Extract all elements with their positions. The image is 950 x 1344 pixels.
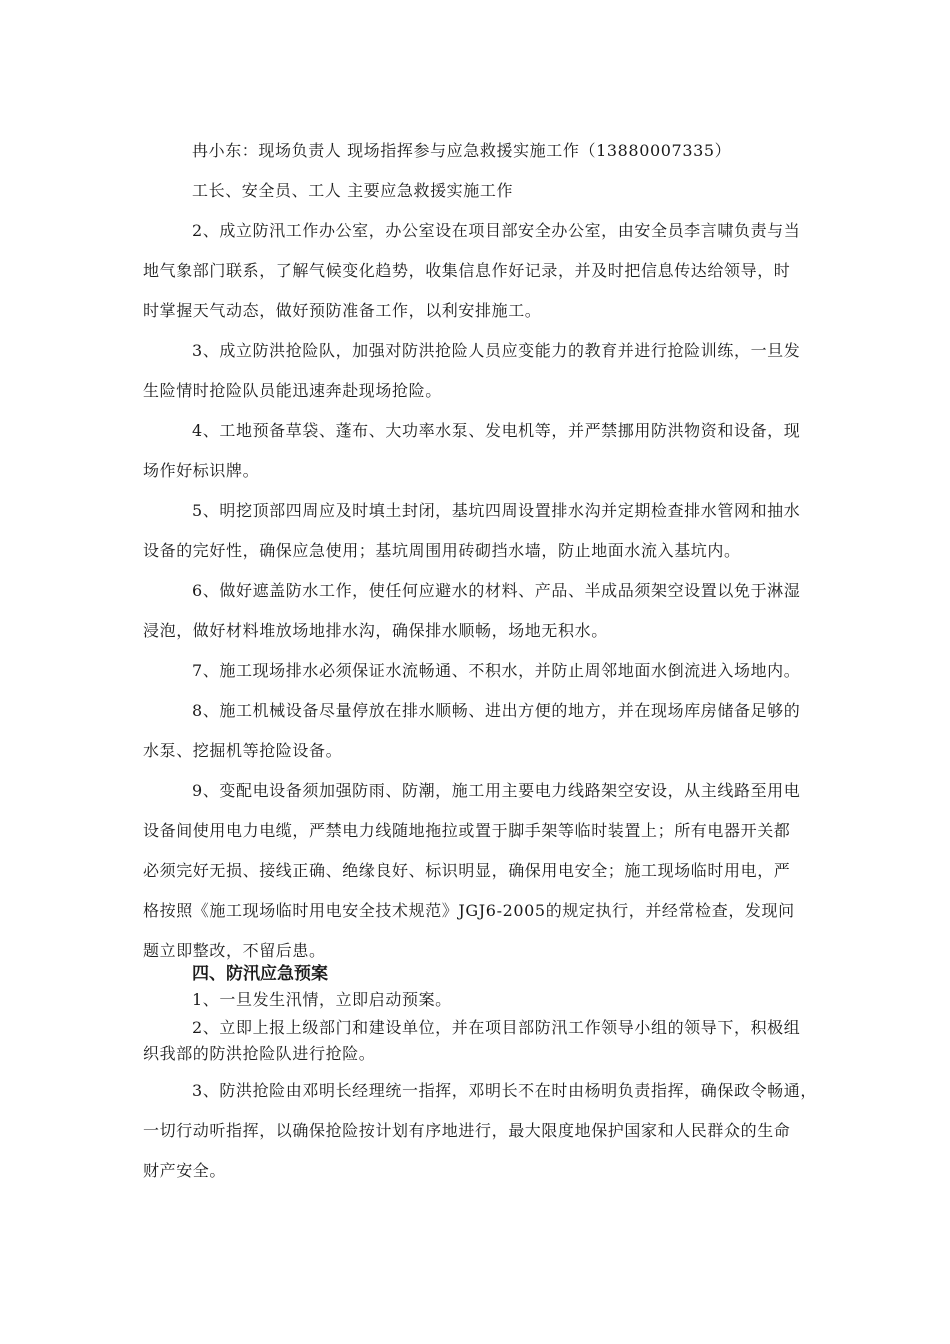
paragraph-line: 3、防洪抢险由邓明长经理统一指挥，邓明长不在时由杨明负责指挥，确保政令畅通，	[192, 1081, 817, 1100]
paragraph-line: 2、立即上报上级部门和建设单位，并在项目部防汛工作领导小组的领导下，积极组	[192, 1018, 801, 1037]
paragraph-line: 2、成立防汛工作办公室，办公室设在项目部安全办公室，由安全员李言啸负责与当	[192, 221, 801, 240]
paragraph-line: 7、施工现场排水必须保证水流畅通、不积水，并防止周邻地面水倒流进入场地内。	[192, 661, 801, 680]
paragraph-line: 一切行动听指挥，以确保抢险按计划有序地进行，最大限度地保护国家和人民群众的生命	[143, 1121, 791, 1140]
paragraph-line: 3、成立防洪抢险队，加强对防洪抢险人员应变能力的教育并进行抢险训练，一旦发	[192, 341, 801, 360]
section-heading: 四、防汛应急预案	[192, 964, 328, 984]
paragraph-line: 必须完好无损、接线正确、绝缘良好、标识明显，确保用电安全；施工现场临时用电，严	[143, 861, 791, 880]
paragraph-line: 4、工地预备草袋、蓬布、大功率水泵、发电机等，并严禁挪用防洪物资和设备，现	[192, 421, 801, 440]
paragraph-line: 财产安全。	[143, 1161, 227, 1180]
paragraph-line: 地气象部门联系，了解气候变化趋势，收集信息作好记录，并及时把信息传达给领导，时	[143, 261, 791, 280]
paragraph-line: 6、做好遮盖防水工作，使任何应避水的材料、产品、半成品须架空设置以免于淋湿	[192, 581, 801, 600]
paragraph-line: 9、变配电设备须加强防雨、防潮，施工用主要电力线路架空安设，从主线路至用电	[192, 781, 801, 800]
paragraph-line: 8、施工机械设备尽量停放在排水顺畅、进出方便的地方，并在现场库房储备足够的	[192, 701, 801, 720]
paragraph-line: 场作好标识牌。	[143, 461, 260, 480]
paragraph-line: 1、一旦发生汛情，立即启动预案。	[192, 990, 452, 1009]
paragraph-line: 水泵、挖掘机等抢险设备。	[143, 741, 343, 760]
paragraph-line: 浸泡，做好材料堆放场地排水沟，确保排水顺畅，场地无积水。	[143, 621, 608, 640]
paragraph-line: 5、明挖顶部四周应及时填土封闭，基坑四周设置排水沟并定期检查排水管网和抽水	[192, 501, 801, 520]
paragraph-line: 时掌握天气动态，做好预防准备工作，以利安排施工。	[143, 301, 542, 320]
paragraph-line: 设备间使用电力电缆，严禁电力线随地拖拉或置于脚手架等临时装置上；所有电器开关都	[143, 821, 791, 840]
paragraph-line: 设备的完好性，确保应急使用；基坑周围用砖砌挡水墙，防止地面水流入基坑内。	[143, 541, 741, 560]
staff-line: 工长、安全员、工人 主要应急救援实施工作	[192, 181, 514, 200]
contact-line: 冉小东：现场负责人 现场指挥参与应急救援实施工作（13880007335）	[192, 141, 732, 160]
paragraph-line: 格按照《施工现场临时用电安全技术规范》JGJ6-2005的规定执行，并经常检查，发现问	[143, 901, 795, 920]
paragraph-line: 织我部的防洪抢险队进行抢险。	[143, 1044, 376, 1063]
paragraph-line: 生险情时抢险队员能迅速奔赴现场抢险。	[143, 381, 442, 400]
paragraph-line: 题立即整改，不留后患。	[143, 941, 326, 960]
